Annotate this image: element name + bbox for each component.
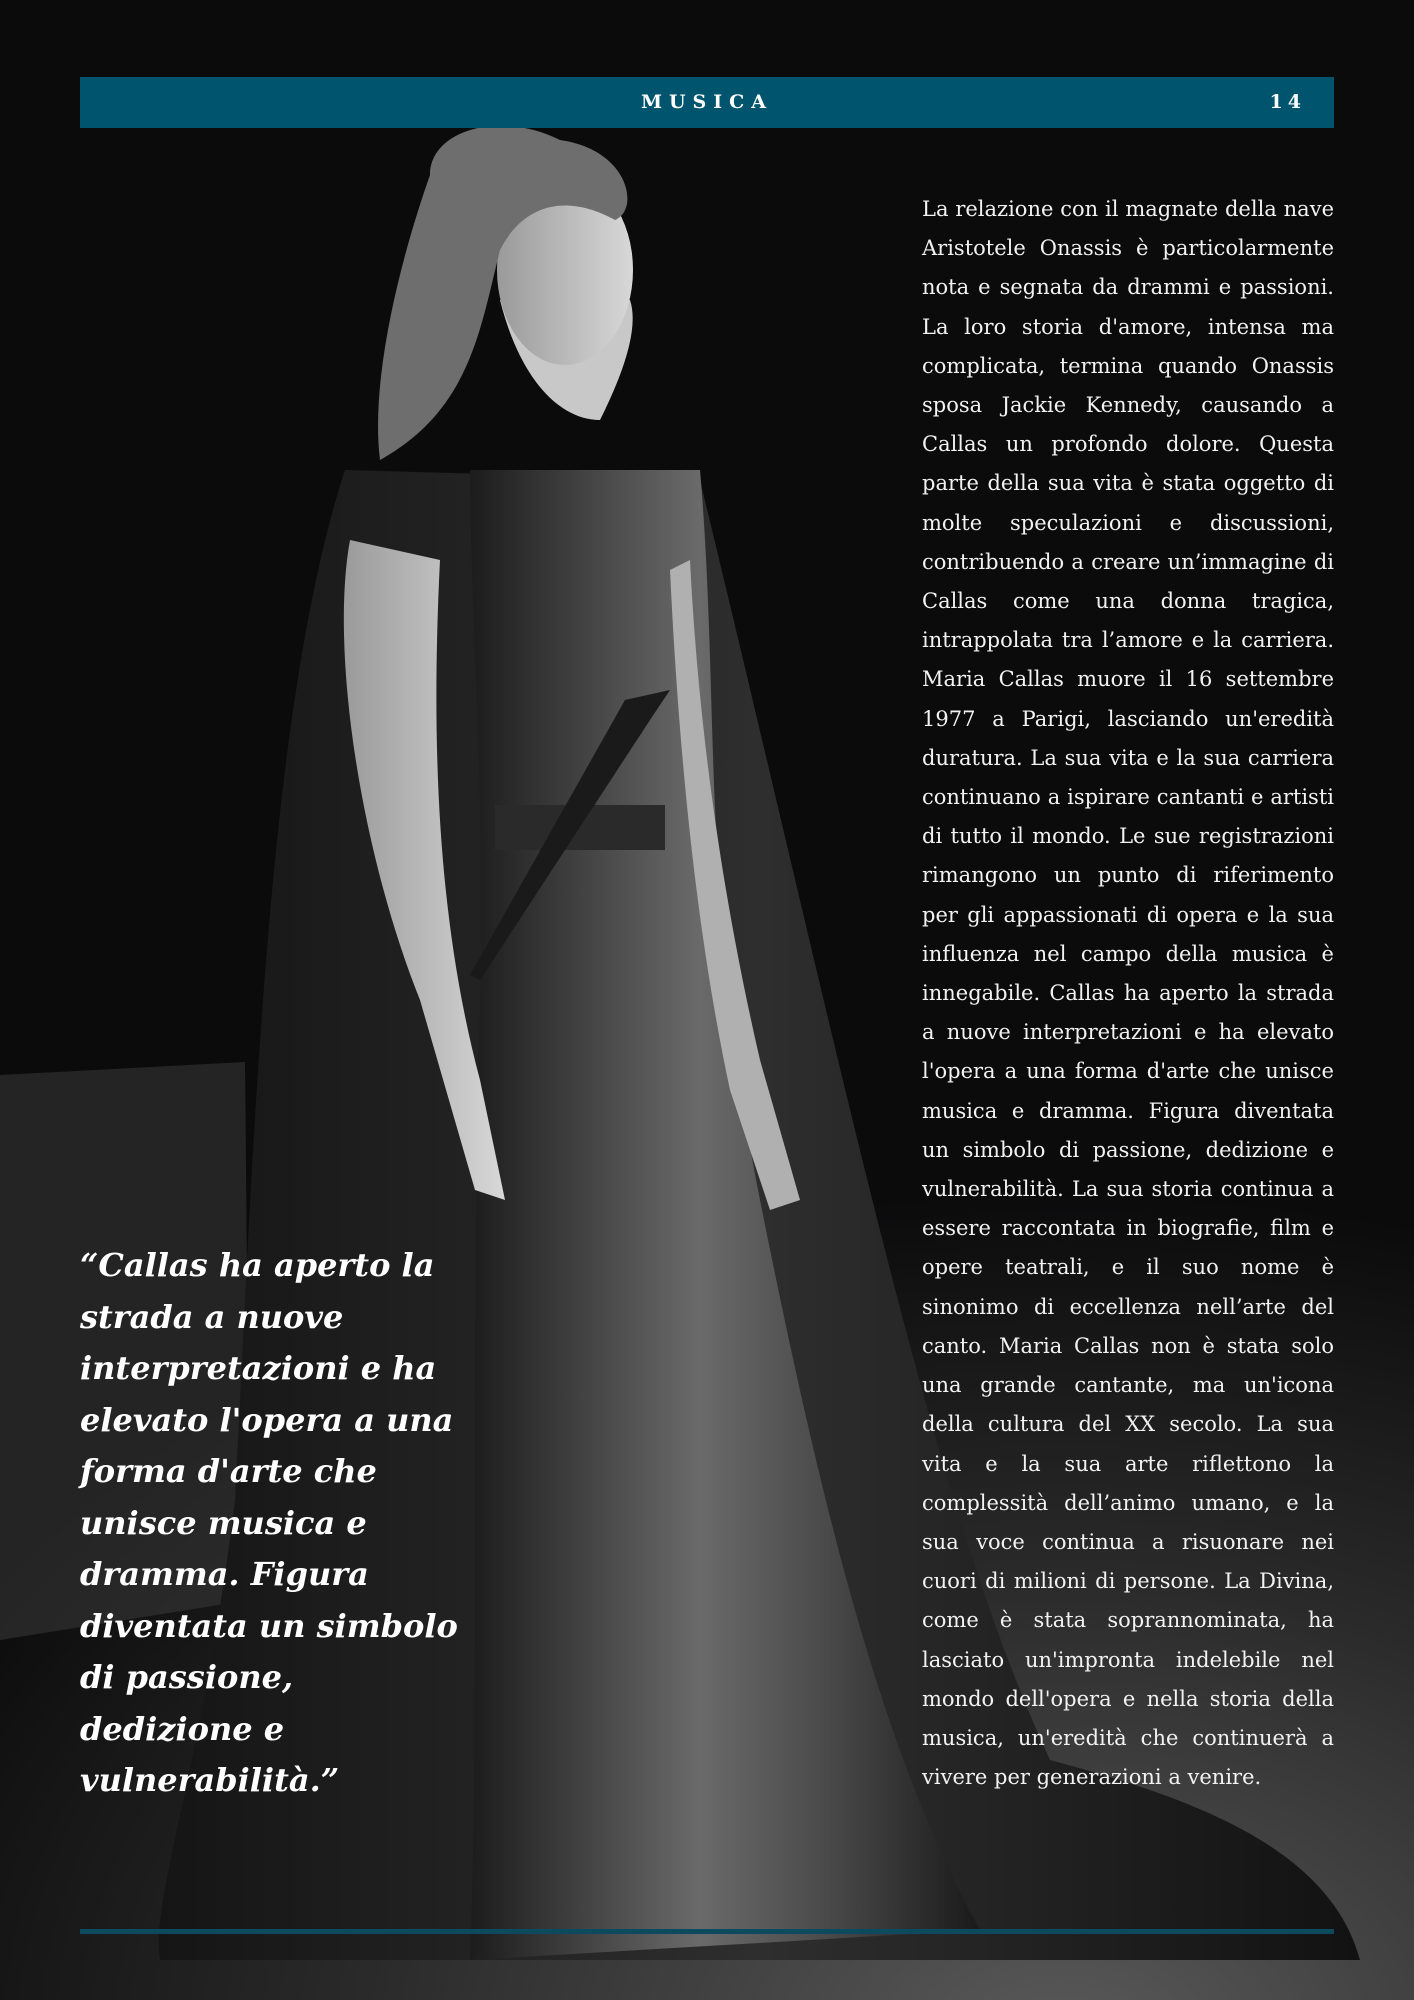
page-number: 14	[1269, 91, 1306, 113]
footer-divider	[80, 1929, 1334, 1934]
section-title: MUSICA	[640, 91, 774, 113]
pull-quote: “Callas ha aperto la strada a nuove interpretazioni e ha elevato l'opera a una forma d'arte che unisce musica e dramma. Figura diventata un simbolo di passione, dedizione e vulnerabilità.”	[80, 1246, 458, 1799]
header-bar	[80, 77, 1334, 128]
article-body: La relazione con il magnate della nave Aristotele Onassis è particolarmente nota e segnata da drammi e passioni. La loro storia d'amore, intensa ma complicata, termina quando Onassis sposa Jackie Kennedy, causando a Callas un profondo dolore. Questa parte della sua vita è stata oggetto di molte speculazioni e discussioni, contribuendo a creare un’immagine di Callas come una donna tragica, intrappolata tra l’amore e la carriera. Maria Callas muore il 16 settembre 1977 a Parigi, lasciando un'eredità duratura. La sua vita e la sua carriera continuano a ispirare cantanti e artisti di tutto il mondo. Le sue registrazioni rimangono un punto di riferimento per gli appassionati di opera e la sua influenza nel campo della musica è innegabile. Callas ha aperto la strada a nuove interpretazioni e ha elevato l'opera a una forma d'arte che unisce musica e dramma. Figura diventata un simbolo di passione, dedizione e vulnerabilità. La sua storia continua a essere raccontata in biografie, film e opere teatrali, e il suo nome è sinonimo di eccellenza nell’arte del canto. Maria Callas non è stata solo una grande cantante, ma un'icona della cultura del XX secolo. La sua vita e la sua arte riflettono la complessità dell’animo umano, e la sua voce continua a risuonare nei cuori di milioni di persone. La Divina, come è stata soprannominata, ha lasciato un'impronta indelebile nel mondo dell'opera e nella storia della musica, un'eredità che continuerà a vivere per generazioni a venire.	[922, 197, 1334, 1790]
